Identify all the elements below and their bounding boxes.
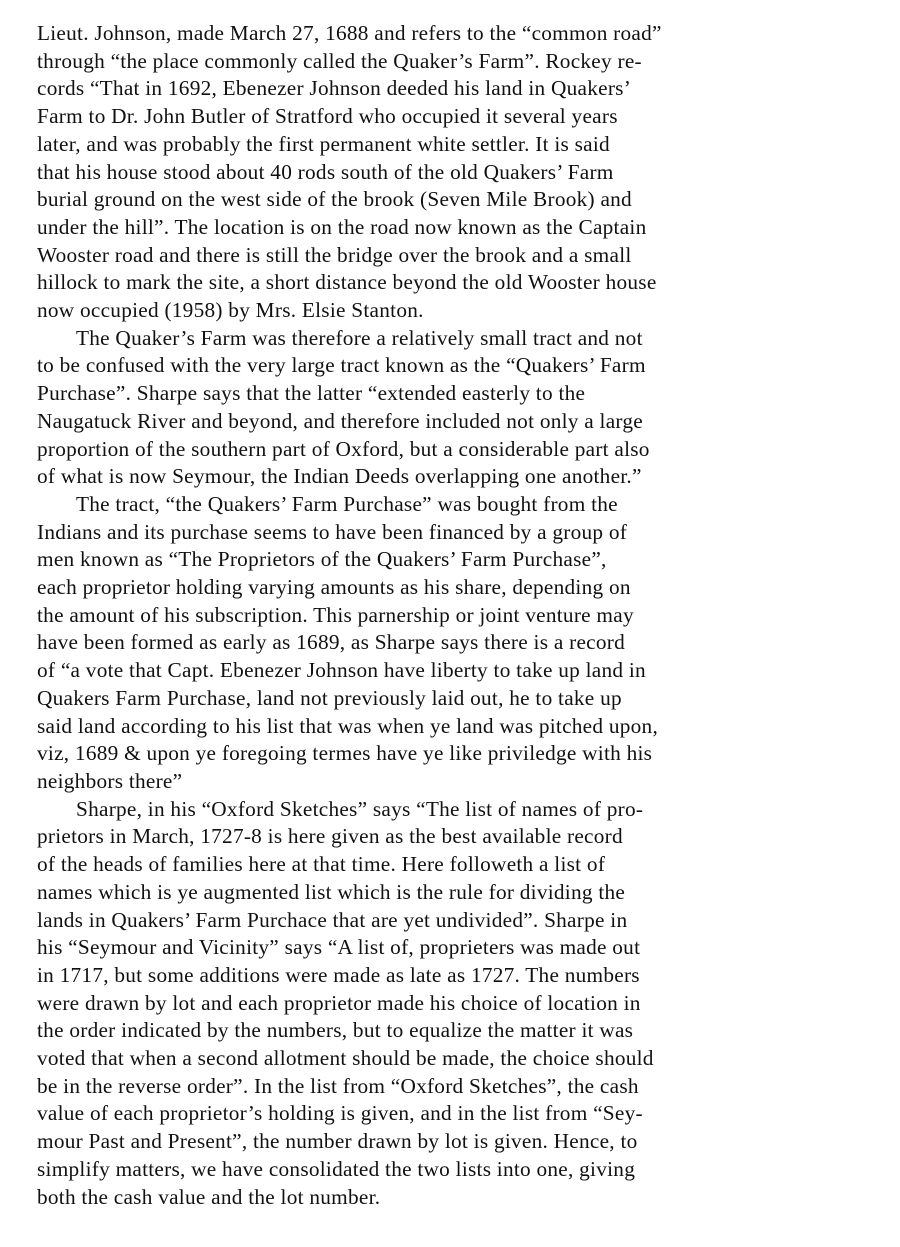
text-line: cords “That in 1692, Ebenezer Johnson deeded his land in Quakers’	[37, 76, 632, 101]
text-line: Lieut. Johnson, made March 27, 1688 and refers to the “common road”	[37, 21, 662, 45]
text-line: Naugatuck River and beyond, and therefore included not only a large	[37, 408, 643, 433]
text-line: said land according to his list that was when ye land was pitched upon,	[37, 713, 659, 738]
paragraph-oxford-sketches	[37, 796, 869, 1212]
text-line: Indians and its purchase seems to have been financed by a group of	[37, 519, 628, 544]
document-page	[37, 20, 869, 1211]
text-line: voted that when a second allotment should be made, the choice should	[37, 1046, 654, 1071]
text-line: were drawn by lot and each proprietor made his choice of location in	[37, 990, 641, 1015]
text-line: both the cash value and the lot number.	[37, 1184, 381, 1209]
text-line: value of each proprietor’s holding is given, and in the list from “Sey-	[37, 1101, 643, 1126]
text-line: hillock to mark the site, a short distance beyond the old Wooster house	[37, 270, 657, 295]
text-line: men known as “The Proprietors of the Quakers’ Farm Purchase”,	[37, 547, 607, 572]
text-line: viz, 1689 & upon ye foregoing termes have ye like priviledge with his	[37, 741, 653, 766]
text-line: through “the place commonly called the Quaker’s Farm”. Rockey re-	[37, 48, 642, 73]
paragraph-johnson-deed	[37, 20, 869, 325]
text-line: the amount of his subscription. This parnership or joint venture may	[37, 602, 634, 627]
text-line: burial ground on the west side of the brook (Seven Mile Brook) and	[37, 187, 632, 212]
text-line: Purchase”. Sharpe says that the latter “extended easterly to the	[37, 381, 586, 406]
text-line: later, and was probably the first permanent white settler. It is said	[37, 131, 610, 156]
text-line: Sharpe, in his “Oxford Sketches” says “The list of names of pro-	[76, 796, 644, 821]
text-line: Quakers Farm Purchase, land not previously laid out, he to take up	[37, 685, 622, 710]
text-line: of what is now Seymour, the Indian Deeds overlapping one another.”	[37, 464, 642, 489]
text-line: be in the reverse order”. In the list from “Oxford Sketches”, the cash	[37, 1073, 639, 1098]
text-line: have been formed as early as 1689, as Sharpe says there is a record	[37, 630, 625, 655]
text-line: of “a vote that Capt. Ebenezer Johnson have liberty to take up land in	[37, 658, 646, 683]
text-line: the order indicated by the numbers, but to equalize the matter it was	[37, 1018, 634, 1043]
text-line: that his house stood about 40 rods south of the old Quakers’ Farm	[37, 159, 614, 184]
text-line: each proprietor holding varying amounts as his share, depending on	[37, 575, 631, 600]
text-line: in 1717, but some additions were made as late as 1727. The numbers	[37, 962, 640, 987]
text-line: The Quaker’s Farm was therefore a relatively small tract and not	[76, 325, 643, 350]
paragraph-quakers-farm	[37, 325, 869, 491]
text-line: prietors in March, 1727-8 is here given as the best available record	[37, 824, 623, 849]
paragraph-tract-purchase	[37, 491, 869, 796]
text-line: simplify matters, we have consolidated the two lists into one, giving	[37, 1156, 636, 1181]
text-line: now occupied (1958) by Mrs. Elsie Stanton.	[37, 298, 424, 323]
text-line: lands in Quakers’ Farm Purchace that are yet undivided”. Sharpe in	[37, 907, 628, 932]
text-line: Farm to Dr. John Butler of Stratford who occupied it several years	[37, 104, 618, 129]
text-line: neighbors there”	[37, 768, 183, 793]
text-line: to be confused with the very large tract known as the “Quakers’ Farm	[37, 353, 646, 378]
text-line: under the hill”. The location is on the road now known as the Captain	[37, 214, 647, 239]
text-line: of the heads of families here at that time. Here followeth a list of	[37, 852, 606, 877]
text-line: mour Past and Present”, the number drawn by lot is given. Hence, to	[37, 1129, 638, 1154]
text-line: names which is ye augmented list which is the rule for dividing the	[37, 879, 626, 904]
text-line: The tract, “the Quakers’ Farm Purchase” was bought from the	[76, 491, 618, 516]
text-line: proportion of the southern part of Oxford, but a considerable part also	[37, 436, 650, 461]
text-line: his “Seymour and Vicinity” says “A list of, proprieters was made out	[37, 935, 641, 960]
text-line: Wooster road and there is still the bridge over the brook and a small	[37, 242, 632, 267]
